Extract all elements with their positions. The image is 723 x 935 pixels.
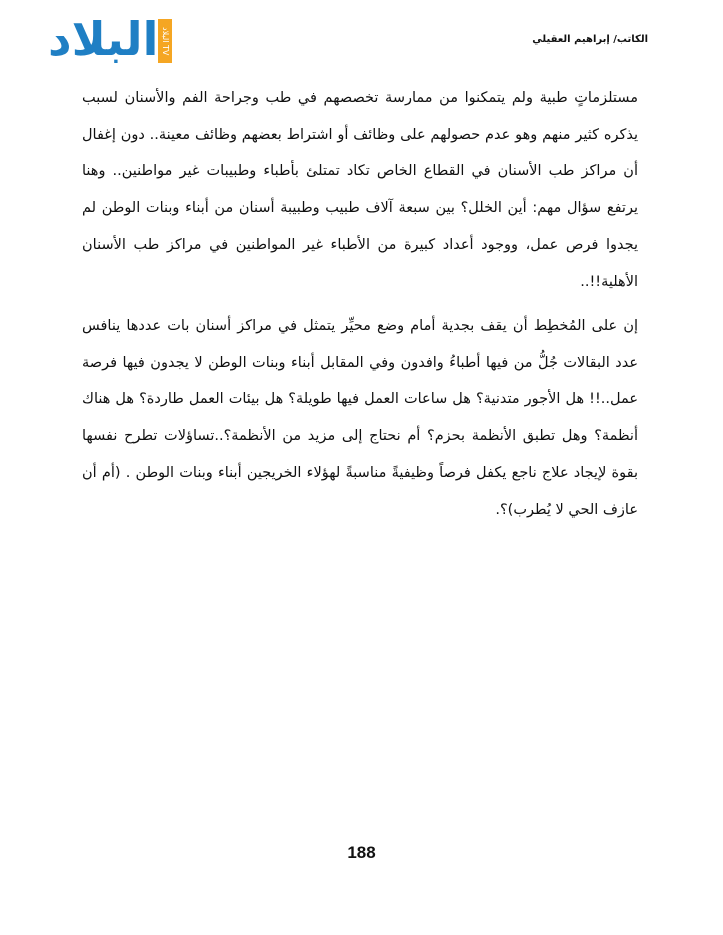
- page-number: 188: [347, 843, 376, 862]
- newspaper-logo: [48, 12, 178, 66]
- body-paragraph-2: إن على المُخطِط أن يقف بجدية أمام وضع محيِّر يتمثل في مراكز أسنان بات عددها ينافس عدد البقالات جُلُّ من فيها أطباءُ وافدون وفي المقابل أبناء وبنات الوطن لا يجدون فيها فرصة عمل..!! هل الأجور متدنية؟ هل ساعات العمل فيها طويلة؟ هل بيئات العمل طاردة؟ هل هناك أنظمة؟ وهل تطبق الأنظمة بحزم؟ أم نحتاج إلى مزيد من الأنظمة؟..تساؤلات تطرح نفسها بقوة لإيجاد علاج ناجع يكفل فرصاً وظيفيةً مناسبةً لهؤلاء الخريجين أبناء وبنات الوطن . (أم أن عازف الحي لا يُطرب)؟.: [82, 318, 638, 518]
- logo-badge: البلاد TV: [158, 19, 172, 63]
- logo-text: البلاد: [48, 12, 159, 66]
- body-paragraph-1: مستلزماتٍ طبية ولم يتمكنوا من ممارسة تخصصهم في طب وجراحة الفم والأسنان لسبب يذكره كثير منهم وهو عدم حصولهم على وظائف أو اشتراط بعضهم وظائف معينة.. دون إغفال أن مراكز طب الأسنان في القطاع الخاص تكاد تمتلئ بأطباء وطبيبات غير مواطنين.. وهنا يرتفع سؤال مهم: أين الخلل؟ بين سبعة آلاف طبيب وطبيبة أسنان من أبناء وبنات الوطن لم يجدوا فرص عمل، ووجود أعداد كبيرة من الأطباء غير المواطنين في مراكز طب الأسنان الأهلية!!..: [82, 90, 638, 290]
- author-label: الكاتب/ إبراهيم العقيلي: [532, 34, 648, 45]
